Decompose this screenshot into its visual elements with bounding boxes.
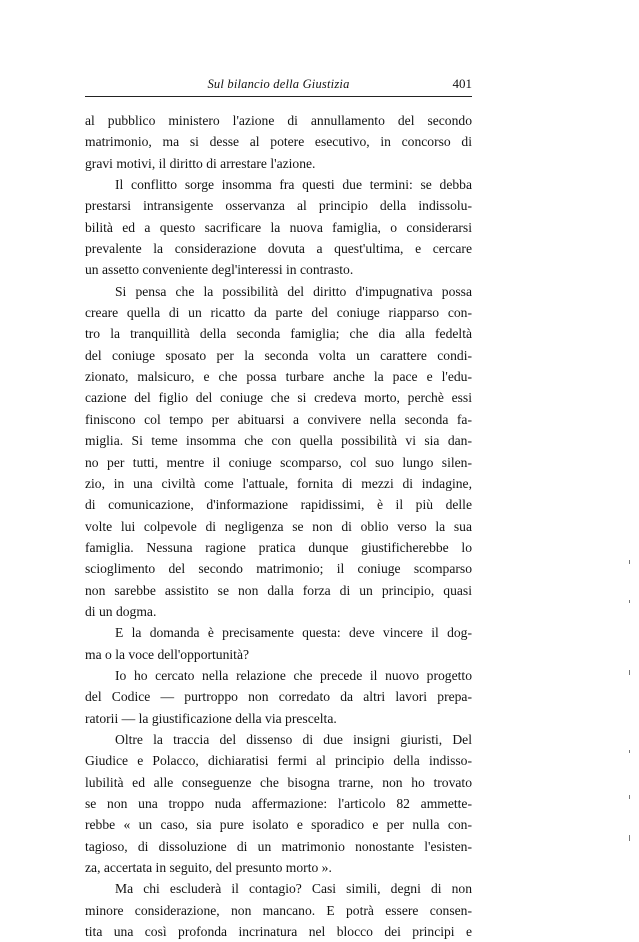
body-text	[85, 110, 472, 942]
text-line: rebbe « un caso, sia pure isolato e sporadico e per nulla con-	[85, 817, 472, 833]
text-line: del coniuge sposato per la seconda volta un carattere condi-	[85, 347, 472, 363]
book-page	[85, 74, 472, 940]
text-line: un assetto conveniente degl'interessi in contrasto.	[85, 262, 354, 278]
page-number: 401	[452, 76, 472, 91]
text-line: zionato, malsicuro, e che possa turbare anche la pace e l'edu-	[85, 369, 472, 385]
page-header	[85, 74, 472, 94]
text-line: famiglia. Nessuna ragione pratica dunque giustificherebbe lo	[85, 539, 472, 555]
text-line: gravi motivi, il diritto di arrestare l'azione.	[85, 155, 316, 171]
text-line: zio, in una civiltà come l'attuale, fornita di mezzi di indagine,	[85, 475, 472, 491]
text-line: tro la tranquillità della seconda famiglia; che dia alla fedeltà	[85, 326, 472, 342]
text-line: no per tutti, mentre il coniuge scomparso, col suo lungo silen-	[85, 454, 472, 470]
text-line: ratorii — la giustificazione della via prescelta.	[85, 710, 337, 726]
text-line: tita una così profonda incrinatura nel blocco dei principi e	[85, 924, 472, 940]
text-line: Ma chi escluderà il contagio? Casi simili, degni di non	[115, 881, 472, 897]
text-line: Giudice e Polacco, dichiaratisi fermi al principio della indisso-	[85, 753, 472, 769]
header-rule	[85, 96, 472, 97]
text-line: volte lui colpevole di negligenza se non di oblio verso la sua	[85, 518, 472, 534]
text-line: Oltre la traccia del dissenso di due insigni giuristi, Del	[115, 731, 472, 747]
text-line: Il conflitto sorge insomma fra questi due termini: se debba	[115, 177, 472, 193]
text-line: prevalente la considerazione dovuta a quest'ultima, e cercare	[85, 241, 472, 257]
margin-scan-marks	[629, 560, 631, 860]
text-line: non sarebbe assistito se non dalla forza di un principio, quasi	[85, 582, 472, 598]
text-line: Io ho cercato nella relazione che precede il nuovo progetto	[115, 667, 472, 683]
text-line: za, accertata in seguito, del presunto morto ».	[85, 860, 332, 876]
text-line: minore considerazione, non mancano. E potrà essere consen-	[85, 902, 472, 918]
text-line: al pubblico ministero l'azione di annullamento del secondo	[85, 113, 472, 128]
text-line: ma o la voce dell'opportunità?	[85, 646, 250, 662]
text-line: creare quella di un ricatto da parte del coniuge riapparso con-	[85, 305, 472, 321]
text-line: scioglimento del secondo matrimonio; il coniuge scomparso	[85, 561, 472, 577]
text-line: miglia. Si teme insomma che con quella possibilità vi sia dan-	[85, 433, 472, 449]
text-line: finiscono col tempo per abituarsi a convivere nella seconda fa-	[85, 411, 472, 427]
text-line: prestarsi intransigente osservanza al principio della indissolu-	[85, 198, 472, 214]
text-line: Si pensa che la possibilità del diritto d'impugnativa possa	[115, 283, 472, 299]
text-line: se non una troppo nuda affermazione: l'articolo 82 ammette-	[85, 796, 472, 811]
text-line: matrimonio, ma si desse al potere esecutivo, in concorso di	[85, 134, 472, 150]
text-line: cazione del figlio del coniuge che si credeva morto, perchè essi	[85, 390, 472, 406]
text-line: tagioso, di dissoluzione di un matrimonio nonostante l'esisten-	[85, 838, 472, 854]
text-line: lubilità ed alle conseguenze che bisogna trarne, non ho trovato	[85, 774, 472, 790]
text-line: del Codice — purtroppo non corredato da altri lavori prepa-	[85, 689, 472, 705]
text-line: di comunicazione, d'informazione rapidissimi, è il più delle	[85, 497, 472, 513]
text-line: E la domanda è precisamente questa: deve vincere il dog-	[115, 625, 472, 641]
running-title: Sul bilancio della Giustizia	[207, 77, 350, 91]
text-line: di un dogma.	[85, 603, 157, 619]
text-line: bilità ed a questo sacrificare la nuova famiglia, o considerarsi	[85, 219, 472, 235]
